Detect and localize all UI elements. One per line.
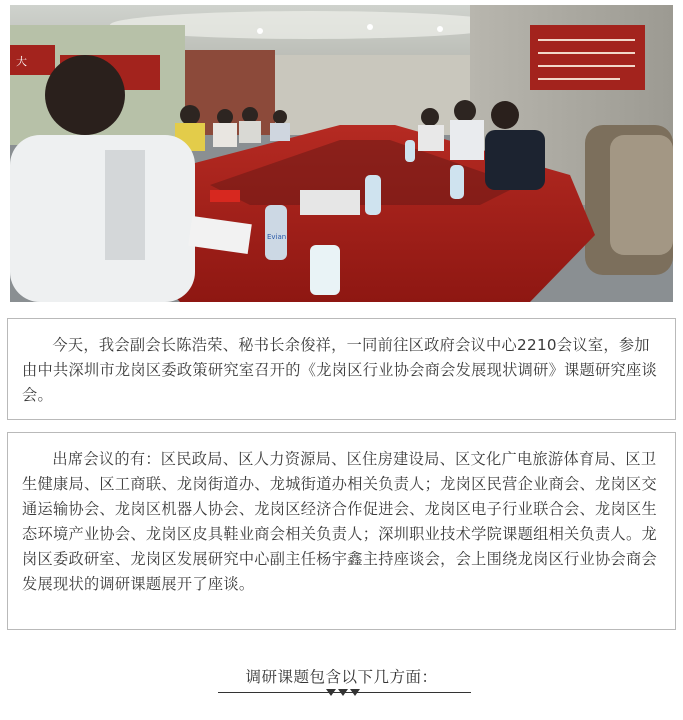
meeting-photo: [10, 5, 673, 302]
bottle-label: Evian: [267, 233, 287, 241]
intro-box: [7, 318, 676, 420]
banner-left-text: 大: [16, 55, 27, 68]
attendees-box: [7, 432, 676, 630]
meeting-photo-drawing: [10, 5, 673, 302]
attendees-paragraph: 出席会议的有：区民政局、区人力资源局、区住房建设局、区文化广电旅游体育局、区卫生健康局、区工商联、龙岗街道办、龙城街道办相关负责人；龙岗区民营企业商会、龙岗区交通运输协会、龙岗区机器人协会、龙岗区经济合作促进会、龙岗区电子行业联合会、龙岗区生态环境产业协会、龙岗区皮具鞋业商会相关负责人；深圳职业技术学院课题组相关负责人。龙岗区委政研室、龙岗区发展研究中心副主任杨宇鑫主持座谈会，会上围绕龙岗区行业协会商会发展现状的调研课题展开了座谈。: [22, 450, 657, 593]
intro-paragraph: 今天，我会副会长陈浩荣、秘书长余俊祥，一同前往区政府会议中心2210会议室，参加由中共深圳市龙岗区委政策研究室召开的《龙岗区行业协会商会发展现状调研》课题研究座谈会。: [22, 336, 657, 404]
section-heading: 调研课题包含以下几方面：: [245, 668, 438, 686]
chevron-down-icon: [324, 689, 364, 699]
